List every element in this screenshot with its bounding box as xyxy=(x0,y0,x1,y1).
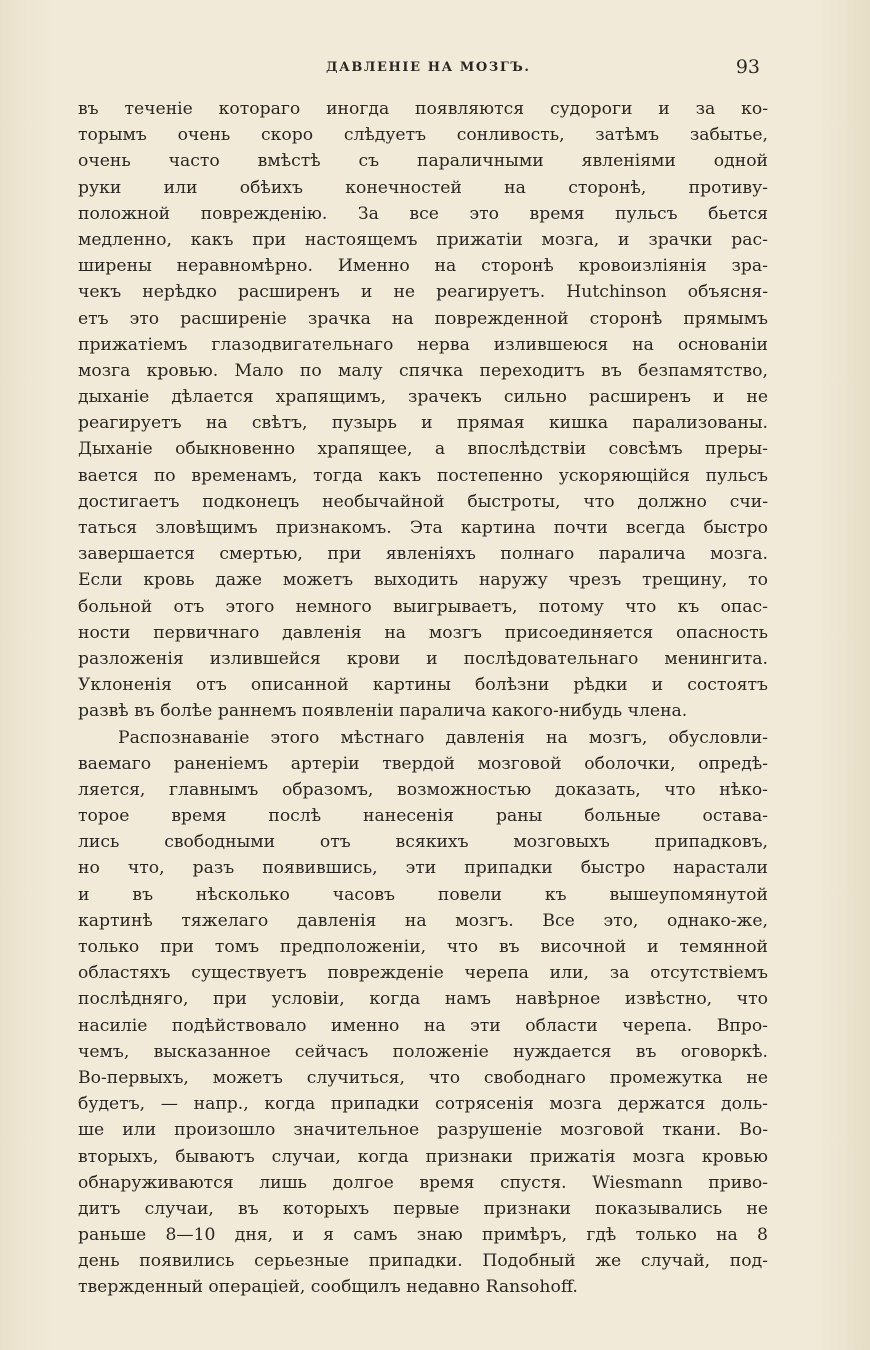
text-line: ваемаго раненіемъ артеріи твердой мозговой оболочки, опредѣ- xyxy=(78,753,768,774)
paragraph-end-line: твержденный операціей, сообщилъ недавно Ransohoff. xyxy=(78,1277,578,1298)
text-line: положной поврежденію. За все это время пульсъ бьется xyxy=(78,203,768,224)
text-line: завершается смертью, при явленіяхъ полнаго паралича мозга. xyxy=(78,544,768,565)
text-line: и въ нѣсколько часовъ повели къ вышеупомянутой xyxy=(78,884,768,905)
text-line: достигаетъ подконецъ необычайной быстроты, что должно счи- xyxy=(78,491,768,512)
paragraph-end-line: развѣ въ болѣе раннемъ появленіи паралича какого-нибудь члена. xyxy=(78,701,688,722)
text-line: таться зловѣщимъ признакомъ. Эта картина почти всегда быстро xyxy=(78,518,768,538)
text-line: день появились серьезные припадки. Подобный же случай, под- xyxy=(78,1251,768,1272)
text-line: прижатіемъ глазодвигательнаго нерва излившеюся на основаніи xyxy=(78,334,768,355)
text-line: торымъ очень скоро слѣдуетъ сонливость, затѣмъ забытье, xyxy=(78,125,768,146)
text-line: будетъ, — напр., когда припадки сотрясенія мозга держатся доль- xyxy=(78,1094,768,1115)
running-title: ДАВЛЕНІЕ НА МОЗГЪ. xyxy=(326,60,531,75)
text-line: медленно, какъ при настоящемъ прижатіи мозга, и зрачки рас- xyxy=(78,229,768,250)
page-number: 93 xyxy=(735,56,760,78)
text-line: ширены неравномѣрно. Именно на сторонѣ кровоизліянія зра- xyxy=(78,256,768,277)
page-header xyxy=(80,56,766,80)
text-line: Во-первыхъ, можетъ случиться, что свободнаго промежутка не xyxy=(78,1067,768,1088)
text-line: раньше 8—10 дня, и я самъ знаю примѣръ, гдѣ только на 8 xyxy=(78,1225,768,1246)
text-line: мозга кровью. Мало по малу спячка переходитъ въ безпамятство, xyxy=(78,360,768,381)
text-line: торое время послѣ нанесенія раны больные остава- xyxy=(78,806,768,827)
text-line: Если кровь даже можетъ выходить наружу чрезъ трещину, то xyxy=(78,570,768,591)
text-line: Уклоненія отъ описанной картины болѣзни рѣдки и состоятъ xyxy=(78,675,768,696)
text-line: дитъ случаи, въ которыхъ первые признаки показывались не xyxy=(78,1198,768,1219)
text-line: вторыхъ, бываютъ случаи, когда признаки прижатія мозга кровью xyxy=(78,1146,768,1167)
text-line: обнаруживаются лишь долгое время спустя. Wiesmann приво- xyxy=(78,1172,768,1193)
text-line: руки или обѣихъ конечностей на сторонѣ, противу- xyxy=(78,177,768,198)
text-line: лись свободными отъ всякихъ мозговыхъ припадковъ, xyxy=(78,832,768,853)
text-line: только при томъ предположеніи, что въ височной и темянной xyxy=(78,937,768,957)
text-line: насиліе подѣйствовало именно на эти области черепа. Впро- xyxy=(78,1015,768,1036)
text-line: послѣдняго, при условіи, когда намъ навѣрное извѣстно, что xyxy=(78,989,768,1010)
text-line: етъ это расширеніе зрачка на поврежденной сторонѣ прямымъ xyxy=(78,308,768,329)
text-line: разложенія излившейся крови и послѣдовательнаго менингита. xyxy=(78,648,768,669)
text-line: картинѣ тяжелаго давленія на мозгъ. Все это, однако-же, xyxy=(78,910,768,931)
body-text xyxy=(78,96,768,1301)
paragraph-start-line: Распознаваніе этого мѣстнаго давленія на мозгъ, обусловли- xyxy=(118,727,768,748)
text-line: въ теченіе котораго иногда появляются судороги и за ко- xyxy=(78,99,768,119)
text-line: реагируетъ на свѣтъ, пузырь и прямая кишка парализованы. xyxy=(78,413,768,434)
text-line: ше или произошло значительное разрушеніе мозговой ткани. Во- xyxy=(78,1120,768,1141)
text-line: но что, разъ появившись, эти припадки быстро нарастали xyxy=(78,858,768,879)
text-line: дыханіе дѣлается храпящимъ, зрачекъ сильно расширенъ и не xyxy=(78,387,768,408)
text-line: ляется, главнымъ образомъ, возможностью доказать, что нѣко- xyxy=(78,779,768,800)
text-line: чемъ, высказанное сейчасъ положеніе нуждается въ оговоркѣ. xyxy=(78,1041,768,1062)
text-line: вается по временамъ, тогда какъ постепенно ускоряющійся пульсъ xyxy=(78,465,768,486)
text-line: очень часто вмѣстѣ съ параличными явленіями одной xyxy=(78,151,768,172)
text-line: ности первичнаго давленія на мозгъ присоединяется опасность xyxy=(78,622,768,643)
text-line: больной отъ этого немного выигрываетъ, потому что къ опас- xyxy=(78,596,768,617)
text-line: Дыханіе обыкновенно храпящее, а впослѣдствіи совсѣмъ преры- xyxy=(78,439,768,460)
text-line: областяхъ существуетъ поврежденіе черепа или, за отсутствіемъ xyxy=(78,963,768,984)
text-line: чекъ нерѣдко расширенъ и не реагируетъ. Hutchinson объясня- xyxy=(78,282,768,303)
